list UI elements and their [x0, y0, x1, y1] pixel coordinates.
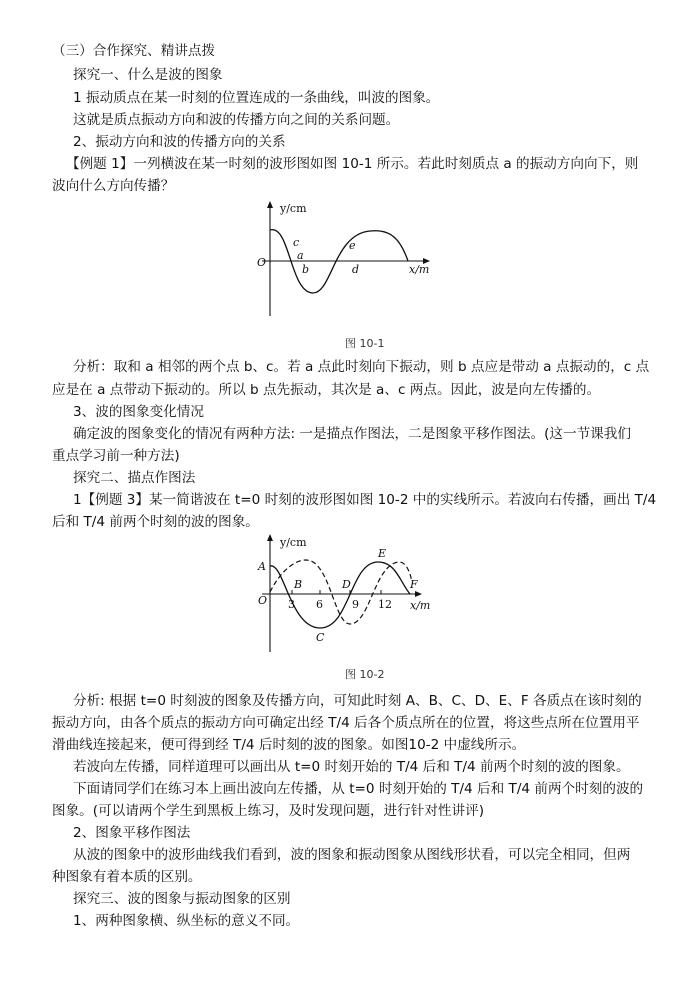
tick-label-3: 3 [288, 598, 295, 611]
analysis2-line2: 振动方向，由各个质点的振动方向可确定出经 T/4 后各个质点所在的位置，将这些点所在位置用平 [52, 715, 640, 731]
tick-label-9: 9 [352, 598, 359, 611]
probe1-line1: 1 振动质点在某一时刻的位置连成的一条曲线，叫波的图象。 [73, 90, 440, 106]
probe3-title: 探究三、波的图象与振动图象的区别 [73, 891, 291, 907]
x-axis-arrow [415, 591, 422, 597]
point-E-label: E [378, 547, 387, 560]
tick-label-6: 6 [316, 598, 323, 611]
part2-line1: 从波的图象中的波形曲线我们看到，波的图象和振动图象从图线形状看，可以完全相同，但两 [73, 847, 631, 863]
x-axis-label: x/m [410, 599, 431, 612]
y-axis-arrow [267, 201, 273, 208]
probe1-line3: 2、振动方向和波的传播方向的关系 [73, 134, 286, 150]
probe1-title: 探究一、什么是波的图象 [73, 67, 223, 83]
figure-10-1-caption: 图 10-1 [345, 337, 385, 350]
probe2-title: 探究二、描点作图法 [73, 470, 196, 486]
x-axis-label: x/m [409, 263, 430, 276]
analysis2-line6: 图象。(可以请两个学生到黑板上练习，及时发现问题，进行针对性讲评) [52, 803, 485, 819]
section-title: （三）合作探究、精讲点拨 [52, 43, 216, 59]
analysis2-line1: 分析: 根据 t=0 时刻波的图象及传播方向，可知此时刻 A、B、C、D、E、F 各质点在该时刻的 [73, 693, 642, 709]
point-d-label: d [352, 263, 360, 276]
y-axis-label: y/cm [280, 202, 307, 215]
part3-title: 3、波的图象变化情况 [73, 404, 204, 420]
example1-line1: 【例题 1】一列横波在某一时刻的波形图如图 10-1 所示。若此时刻质点 a 的振动方向向下，则 [66, 156, 639, 172]
example3-line1: 1【例题 3】某一简谐波在 t=0 时刻的波形图如图 10-2 中的实线所示。若波向右传播，画出 T/4 [73, 492, 657, 508]
probe3-line1: 1、两种图象横、纵坐标的意义不同。 [73, 913, 300, 929]
point-c-label: c [293, 236, 300, 249]
figure-10-1 [240, 198, 450, 328]
example1-line2: 波向什么方向传播？ [52, 178, 175, 194]
point-a-label: a [297, 249, 304, 262]
figure-10-2-caption: 图 10-2 [345, 668, 385, 681]
part3-line1: 确定波的图象变化的情况有两种方法: 一是描点作图法，二是图象平移作图法。(这一节课我们 [73, 426, 631, 442]
part3-line2: 重点学习前一种方法) [52, 448, 180, 464]
point-C-label: C [316, 631, 325, 644]
y-axis-label: y/cm [280, 536, 307, 549]
part2-title: 2、图象平移作图法 [73, 825, 191, 841]
probe1-line2: 这就是质点振动方向和波的传播方向之间的关系问题。 [73, 112, 400, 128]
point-B-label: B [294, 578, 303, 591]
point-A-label: A [258, 560, 266, 573]
analysis1-line1: 分析：取和 a 相邻的两个点 b、c。若 a 点此时刻向下振动，则 b 点应是带动 a 点振动的，c 点 [73, 359, 650, 375]
wave-solid [270, 562, 410, 628]
analysis1-line2: 应是在 a 点带动下振动的。所以 b 点先振动，其次是 a、c 两点。因此，波是向左传播的。 [52, 382, 601, 398]
point-b-label: b [302, 263, 310, 276]
analysis2-line5: 下面请同学们在练习本上画出波向左传播，从 t=0 时刻开始的 T/4 后和 T/4 前两个时刻的波的 [73, 781, 644, 797]
y-axis-arrow [267, 534, 273, 541]
point-e-label: e [349, 239, 356, 252]
analysis2-line4: 若波向左传播，同样道理可以画出从 t=0 时刻开始的 T/4 后和 T/4 前两个时刻的波的图象。 [73, 759, 630, 775]
origin-label: O [257, 256, 267, 269]
wave-dashed [270, 560, 412, 624]
part2-line2: 种图象有着本质的区别。 [52, 869, 202, 885]
point-D-label: D [342, 578, 351, 591]
tick-label-12: 12 [378, 598, 392, 611]
figure-10-2 [250, 532, 450, 657]
point-F-label: F [410, 578, 418, 591]
analysis2-line3: 滑曲线连接起来，便可得到经 T/4 后时刻的波的图象。如图10-2 中虚线所示。 [52, 737, 526, 753]
example3-line2: 后和 T/4 前两个时刻的波的图象。 [52, 514, 259, 530]
origin-label: O [258, 594, 268, 607]
